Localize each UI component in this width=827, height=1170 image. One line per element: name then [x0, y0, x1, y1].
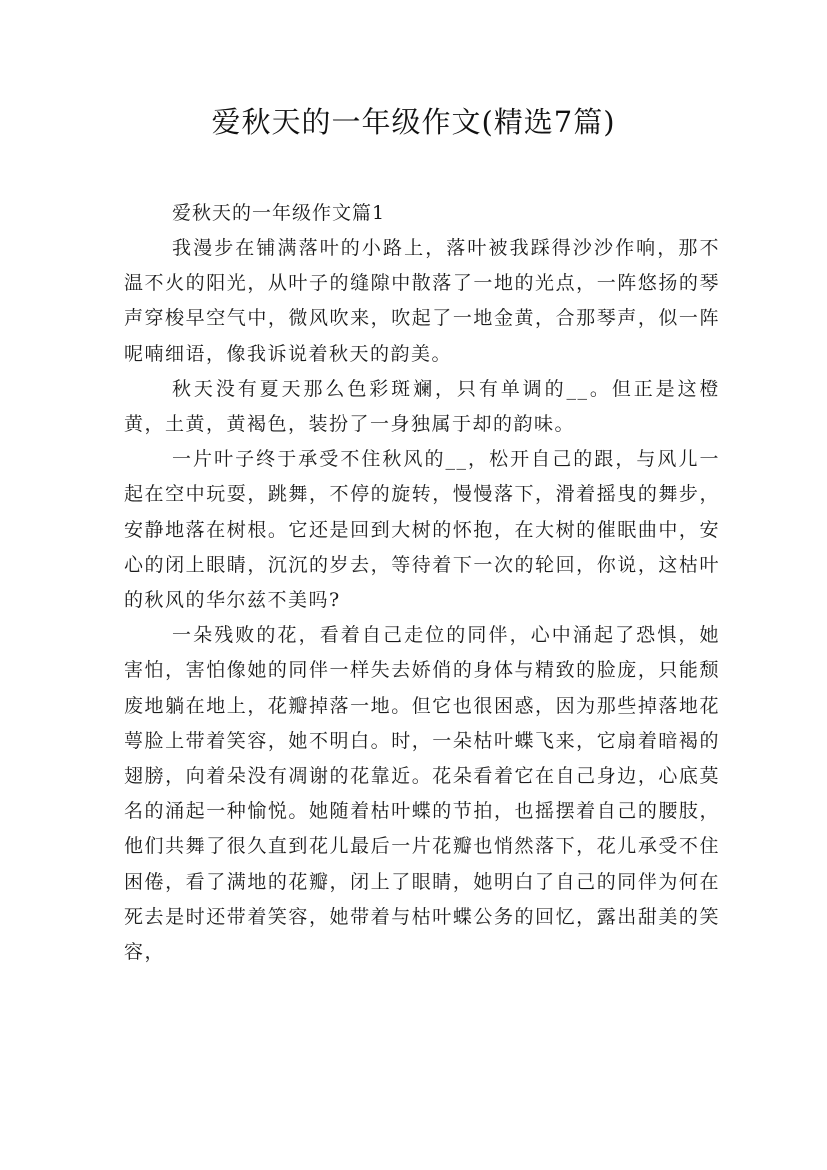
section-heading: 爱秋天的一年级作文篇1 — [172, 202, 386, 224]
paragraph-4: 一朵残败的花，看着自己走位的同伴，心中涌起了恐惧，她害怕，害怕像她的同伴一样失去娇俏的身体与精致的脸庞，只能颓废地躺在地上，花瓣掉落一地。但它也很困惑，因为那些掉落地花萼脸上带着笑容，她不明白。时，一朵枯叶蝶飞来，它扇着暗褐的翅膀，向着朵没有凋谢的花靠近。花朵看着它在自己身边，心底莫名的涌起一种愉悦。她随着枯叶蝶的节拍，也摇摆着自己的腰肢，他们共舞了很久直到花儿最后一片花瓣也悄然落下，花儿承受不住困倦，看了满地的花瓣，闭上了眼睛，她明白了自己的同伴为何在死去是时还带着笑容，她带着与枯叶蝶公务的回忆，露出甜美的笑容， — [124, 624, 720, 964]
paragraph-3: 一片叶子终于承受不住秋风的__，松开自己的跟，与风儿一起在空中玩耍，跳舞，不停的旋转，慢慢落下，滑着摇曳的舞步，安静地落在树根。它还是回到大树的怀抱，在大树的催眠曲中，安心的闭上眼睛，沉沉的岁去，等待着下一次的轮回，你说，这枯叶的秋风的华尔兹不美吗? — [124, 448, 720, 612]
paragraph-1: 我漫步在铺满落叶的小路上，落叶被我踩得沙沙作响，那不温不火的阳光，从叶子的缝隙中散落了一地的光点，一阵悠扬的琴声穿梭早空气中，微风吹来，吹起了一地金黄，合那琴声，似一阵呢喃细语，像我诉说着秋天的韵美。 — [124, 237, 720, 365]
document-body — [124, 196, 720, 970]
document-title: 爱秋天的一年级作文(精选7篇) — [211, 105, 616, 139]
paragraph-2: 秋天没有夏天那么色彩斑斓，只有单调的__。但正是这橙黄，土黄，黄褐色，装扮了一身独属于却的韵味。 — [124, 377, 720, 436]
